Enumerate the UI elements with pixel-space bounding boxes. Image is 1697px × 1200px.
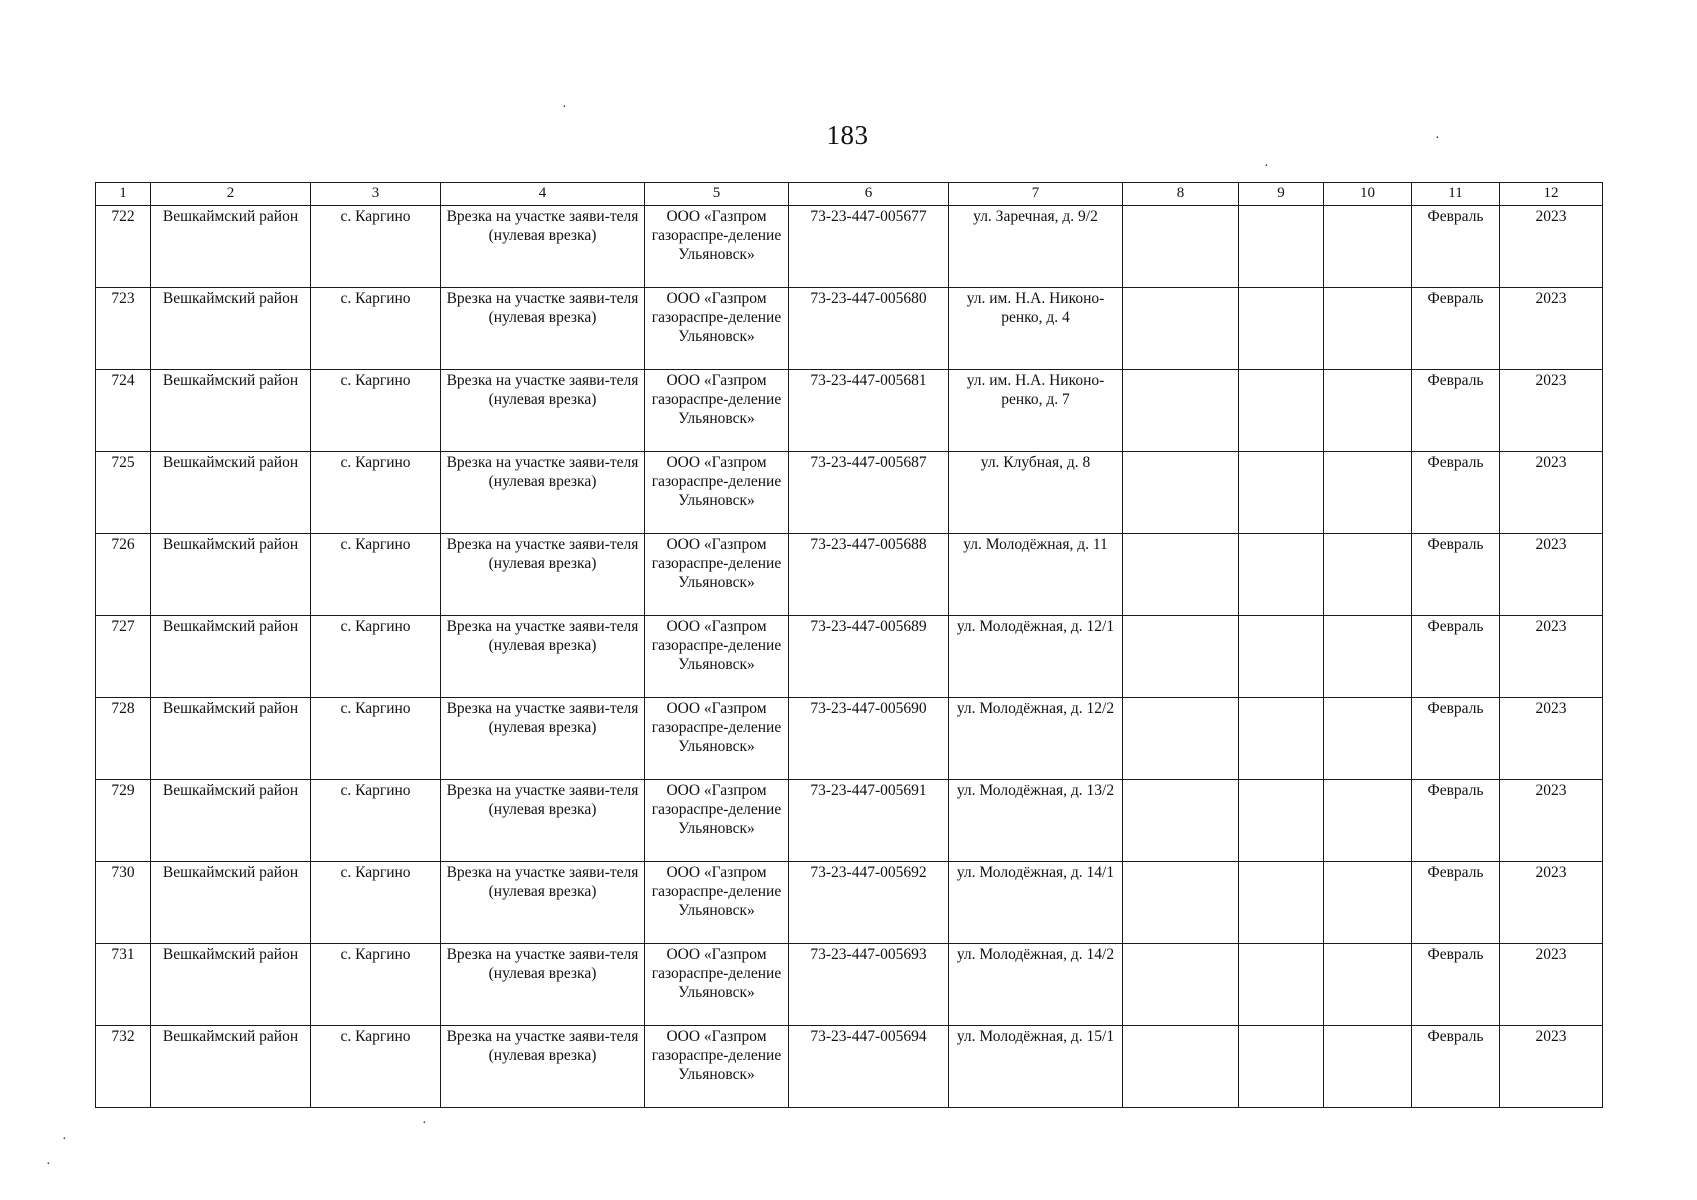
empty-cell [1123, 944, 1239, 1026]
organization-cell: ООО «Газпром газораспре-деление Ульяновск» [645, 288, 789, 370]
column-header: 5 [645, 183, 789, 206]
object-code-cell: 73-23-447-005677 [789, 206, 949, 288]
empty-cell [1123, 288, 1239, 370]
district-cell: Вешкаймский район [151, 616, 311, 698]
work-type-cell: Врезка на участке заяви-теля (нулевая врезка) [441, 616, 645, 698]
empty-cell [1123, 206, 1239, 288]
object-code-cell: 73-23-447-005692 [789, 862, 949, 944]
empty-cell [1239, 616, 1324, 698]
year-cell: 2023 [1500, 944, 1603, 1026]
table-row [96, 288, 1603, 370]
empty-cell [1123, 370, 1239, 452]
work-type-cell: Врезка на участке заяви-теля (нулевая врезка) [441, 206, 645, 288]
district-cell: Вешкаймский район [151, 780, 311, 862]
address-cell: ул. Молодёжная, д. 15/1 [949, 1026, 1123, 1108]
organization-cell: ООО «Газпром газораспре-деление Ульяновск» [645, 780, 789, 862]
district-cell: Вешкаймский район [151, 370, 311, 452]
scan-speck: · [562, 100, 567, 115]
address-cell: ул. Молодёжная, д. 14/1 [949, 862, 1123, 944]
address-cell: ул. Клубная, д. 8 [949, 452, 1123, 534]
column-header: 2 [151, 183, 311, 206]
empty-cell [1324, 1026, 1412, 1108]
object-code-cell: 73-23-447-005681 [789, 370, 949, 452]
organization-cell: ООО «Газпром газораспре-деление Ульяновск» [645, 698, 789, 780]
year-cell: 2023 [1500, 534, 1603, 616]
empty-cell [1324, 534, 1412, 616]
address-cell: ул. Молодёжная, д. 12/2 [949, 698, 1123, 780]
empty-cell [1123, 862, 1239, 944]
month-cell: Февраль [1412, 780, 1500, 862]
year-cell: 2023 [1500, 698, 1603, 780]
scan-speck: · [422, 1116, 427, 1131]
work-type-cell: Врезка на участке заяви-теля (нулевая врезка) [441, 944, 645, 1026]
work-type-cell: Врезка на участке заяви-теля (нулевая врезка) [441, 534, 645, 616]
object-code-cell: 73-23-447-005693 [789, 944, 949, 1026]
work-type-cell: Врезка на участке заяви-теля (нулевая врезка) [441, 370, 645, 452]
empty-cell [1239, 944, 1324, 1026]
settlement-cell: с. Каргино [311, 698, 441, 780]
year-cell: 2023 [1500, 1026, 1603, 1108]
address-cell: ул. Молодёжная, д. 14/2 [949, 944, 1123, 1026]
column-header: 1 [96, 183, 151, 206]
settlement-cell: с. Каргино [311, 534, 441, 616]
row-number-cell: 732 [96, 1026, 151, 1108]
month-cell: Февраль [1412, 944, 1500, 1026]
district-cell: Вешкаймский район [151, 944, 311, 1026]
year-cell: 2023 [1500, 206, 1603, 288]
column-header: 9 [1239, 183, 1324, 206]
page-number: 183 [826, 120, 869, 150]
empty-cell [1239, 1026, 1324, 1108]
settlement-cell: с. Каргино [311, 944, 441, 1026]
column-header: 6 [789, 183, 949, 206]
scan-speck: · [46, 1157, 51, 1172]
table-row [96, 616, 1603, 698]
month-cell: Февраль [1412, 370, 1500, 452]
column-header: 4 [441, 183, 645, 206]
table-row [96, 452, 1603, 534]
work-type-cell: Врезка на участке заяви-теля (нулевая врезка) [441, 288, 645, 370]
organization-cell: ООО «Газпром газораспре-деление Ульяновск» [645, 1026, 789, 1108]
row-number-cell: 728 [96, 698, 151, 780]
table-row [96, 1026, 1603, 1108]
year-cell: 2023 [1500, 862, 1603, 944]
organization-cell: ООО «Газпром газораспре-деление Ульяновск» [645, 944, 789, 1026]
address-cell: ул. Молодёжная, д. 11 [949, 534, 1123, 616]
empty-cell [1324, 206, 1412, 288]
empty-cell [1239, 780, 1324, 862]
row-number-cell: 722 [96, 206, 151, 288]
organization-cell: ООО «Газпром газораспре-деление Ульяновск» [645, 534, 789, 616]
object-code-cell: 73-23-447-005694 [789, 1026, 949, 1108]
district-cell: Вешкаймский район [151, 288, 311, 370]
empty-cell [1123, 534, 1239, 616]
register-table [95, 182, 1603, 1108]
column-header: 11 [1412, 183, 1500, 206]
organization-cell: ООО «Газпром газораспре-деление Ульяновск» [645, 370, 789, 452]
object-code-cell: 73-23-447-005688 [789, 534, 949, 616]
district-cell: Вешкаймский район [151, 1026, 311, 1108]
district-cell: Вешкаймский район [151, 862, 311, 944]
empty-cell [1324, 370, 1412, 452]
year-cell: 2023 [1500, 452, 1603, 534]
empty-cell [1324, 288, 1412, 370]
object-code-cell: 73-23-447-005687 [789, 452, 949, 534]
empty-cell [1324, 616, 1412, 698]
district-cell: Вешкаймский район [151, 206, 311, 288]
empty-cell [1239, 206, 1324, 288]
empty-cell [1324, 944, 1412, 1026]
column-header: 12 [1500, 183, 1603, 206]
settlement-cell: с. Каргино [311, 288, 441, 370]
column-header: 8 [1123, 183, 1239, 206]
settlement-cell: с. Каргино [311, 452, 441, 534]
settlement-cell: с. Каргино [311, 780, 441, 862]
month-cell: Февраль [1412, 862, 1500, 944]
row-number-cell: 724 [96, 370, 151, 452]
object-code-cell: 73-23-447-005691 [789, 780, 949, 862]
month-cell: Февраль [1412, 1026, 1500, 1108]
empty-cell [1324, 862, 1412, 944]
year-cell: 2023 [1500, 616, 1603, 698]
row-number-cell: 723 [96, 288, 151, 370]
empty-cell [1123, 616, 1239, 698]
empty-cell [1324, 780, 1412, 862]
settlement-cell: с. Каргино [311, 862, 441, 944]
scan-speck: · [1435, 131, 1440, 146]
table-row [96, 206, 1603, 288]
object-code-cell: 73-23-447-005680 [789, 288, 949, 370]
row-number-cell: 731 [96, 944, 151, 1026]
year-cell: 2023 [1500, 780, 1603, 862]
empty-cell [1239, 534, 1324, 616]
address-cell: ул. им. Н.А. Никоно-ренко, д. 7 [949, 370, 1123, 452]
empty-cell [1239, 452, 1324, 534]
organization-cell: ООО «Газпром газораспре-деление Ульяновск» [645, 862, 789, 944]
organization-cell: ООО «Газпром газораспре-деление Ульяновск» [645, 616, 789, 698]
empty-cell [1239, 288, 1324, 370]
month-cell: Февраль [1412, 206, 1500, 288]
row-number-cell: 729 [96, 780, 151, 862]
empty-cell [1239, 862, 1324, 944]
settlement-cell: с. Каргино [311, 1026, 441, 1108]
empty-cell [1123, 780, 1239, 862]
table-row [96, 780, 1603, 862]
empty-cell [1123, 1026, 1239, 1108]
month-cell: Февраль [1412, 288, 1500, 370]
district-cell: Вешкаймский район [151, 534, 311, 616]
row-number-cell: 727 [96, 616, 151, 698]
settlement-cell: с. Каргино [311, 206, 441, 288]
year-cell: 2023 [1500, 288, 1603, 370]
address-cell: ул. Молодёжная, д. 12/1 [949, 616, 1123, 698]
empty-cell [1123, 698, 1239, 780]
column-header: 10 [1324, 183, 1412, 206]
settlement-cell: с. Каргино [311, 616, 441, 698]
object-code-cell: 73-23-447-005689 [789, 616, 949, 698]
column-header: 7 [949, 183, 1123, 206]
settlement-cell: с. Каргино [311, 370, 441, 452]
month-cell: Февраль [1412, 452, 1500, 534]
column-number-row [96, 183, 1603, 206]
address-cell: ул. им. Н.А. Никоно-ренко, д. 4 [949, 288, 1123, 370]
work-type-cell: Врезка на участке заяви-теля (нулевая врезка) [441, 698, 645, 780]
row-number-cell: 730 [96, 862, 151, 944]
row-number-cell: 726 [96, 534, 151, 616]
table-row [96, 370, 1603, 452]
month-cell: Февраль [1412, 534, 1500, 616]
work-type-cell: Врезка на участке заяви-теля (нулевая врезка) [441, 452, 645, 534]
scan-speck: · [62, 1132, 67, 1147]
object-code-cell: 73-23-447-005690 [789, 698, 949, 780]
column-header: 3 [311, 183, 441, 206]
table-row [96, 534, 1603, 616]
address-cell: ул. Молодёжная, д. 13/2 [949, 780, 1123, 862]
empty-cell [1239, 370, 1324, 452]
empty-cell [1239, 698, 1324, 780]
table-row [96, 698, 1603, 780]
empty-cell [1324, 698, 1412, 780]
work-type-cell: Врезка на участке заяви-теля (нулевая врезка) [441, 780, 645, 862]
table-row [96, 944, 1603, 1026]
organization-cell: ООО «Газпром газораспре-деление Ульяновск» [645, 452, 789, 534]
work-type-cell: Врезка на участке заяви-теля (нулевая врезка) [441, 862, 645, 944]
month-cell: Февраль [1412, 698, 1500, 780]
scan-speck: · [1264, 159, 1269, 174]
district-cell: Вешкаймский район [151, 698, 311, 780]
organization-cell: ООО «Газпром газораспре-деление Ульяновск» [645, 206, 789, 288]
district-cell: Вешкаймский район [151, 452, 311, 534]
empty-cell [1324, 452, 1412, 534]
month-cell: Февраль [1412, 616, 1500, 698]
year-cell: 2023 [1500, 370, 1603, 452]
table-row [96, 862, 1603, 944]
row-number-cell: 725 [96, 452, 151, 534]
address-cell: ул. Заречная, д. 9/2 [949, 206, 1123, 288]
empty-cell [1123, 452, 1239, 534]
work-type-cell: Врезка на участке заяви-теля (нулевая врезка) [441, 1026, 645, 1108]
